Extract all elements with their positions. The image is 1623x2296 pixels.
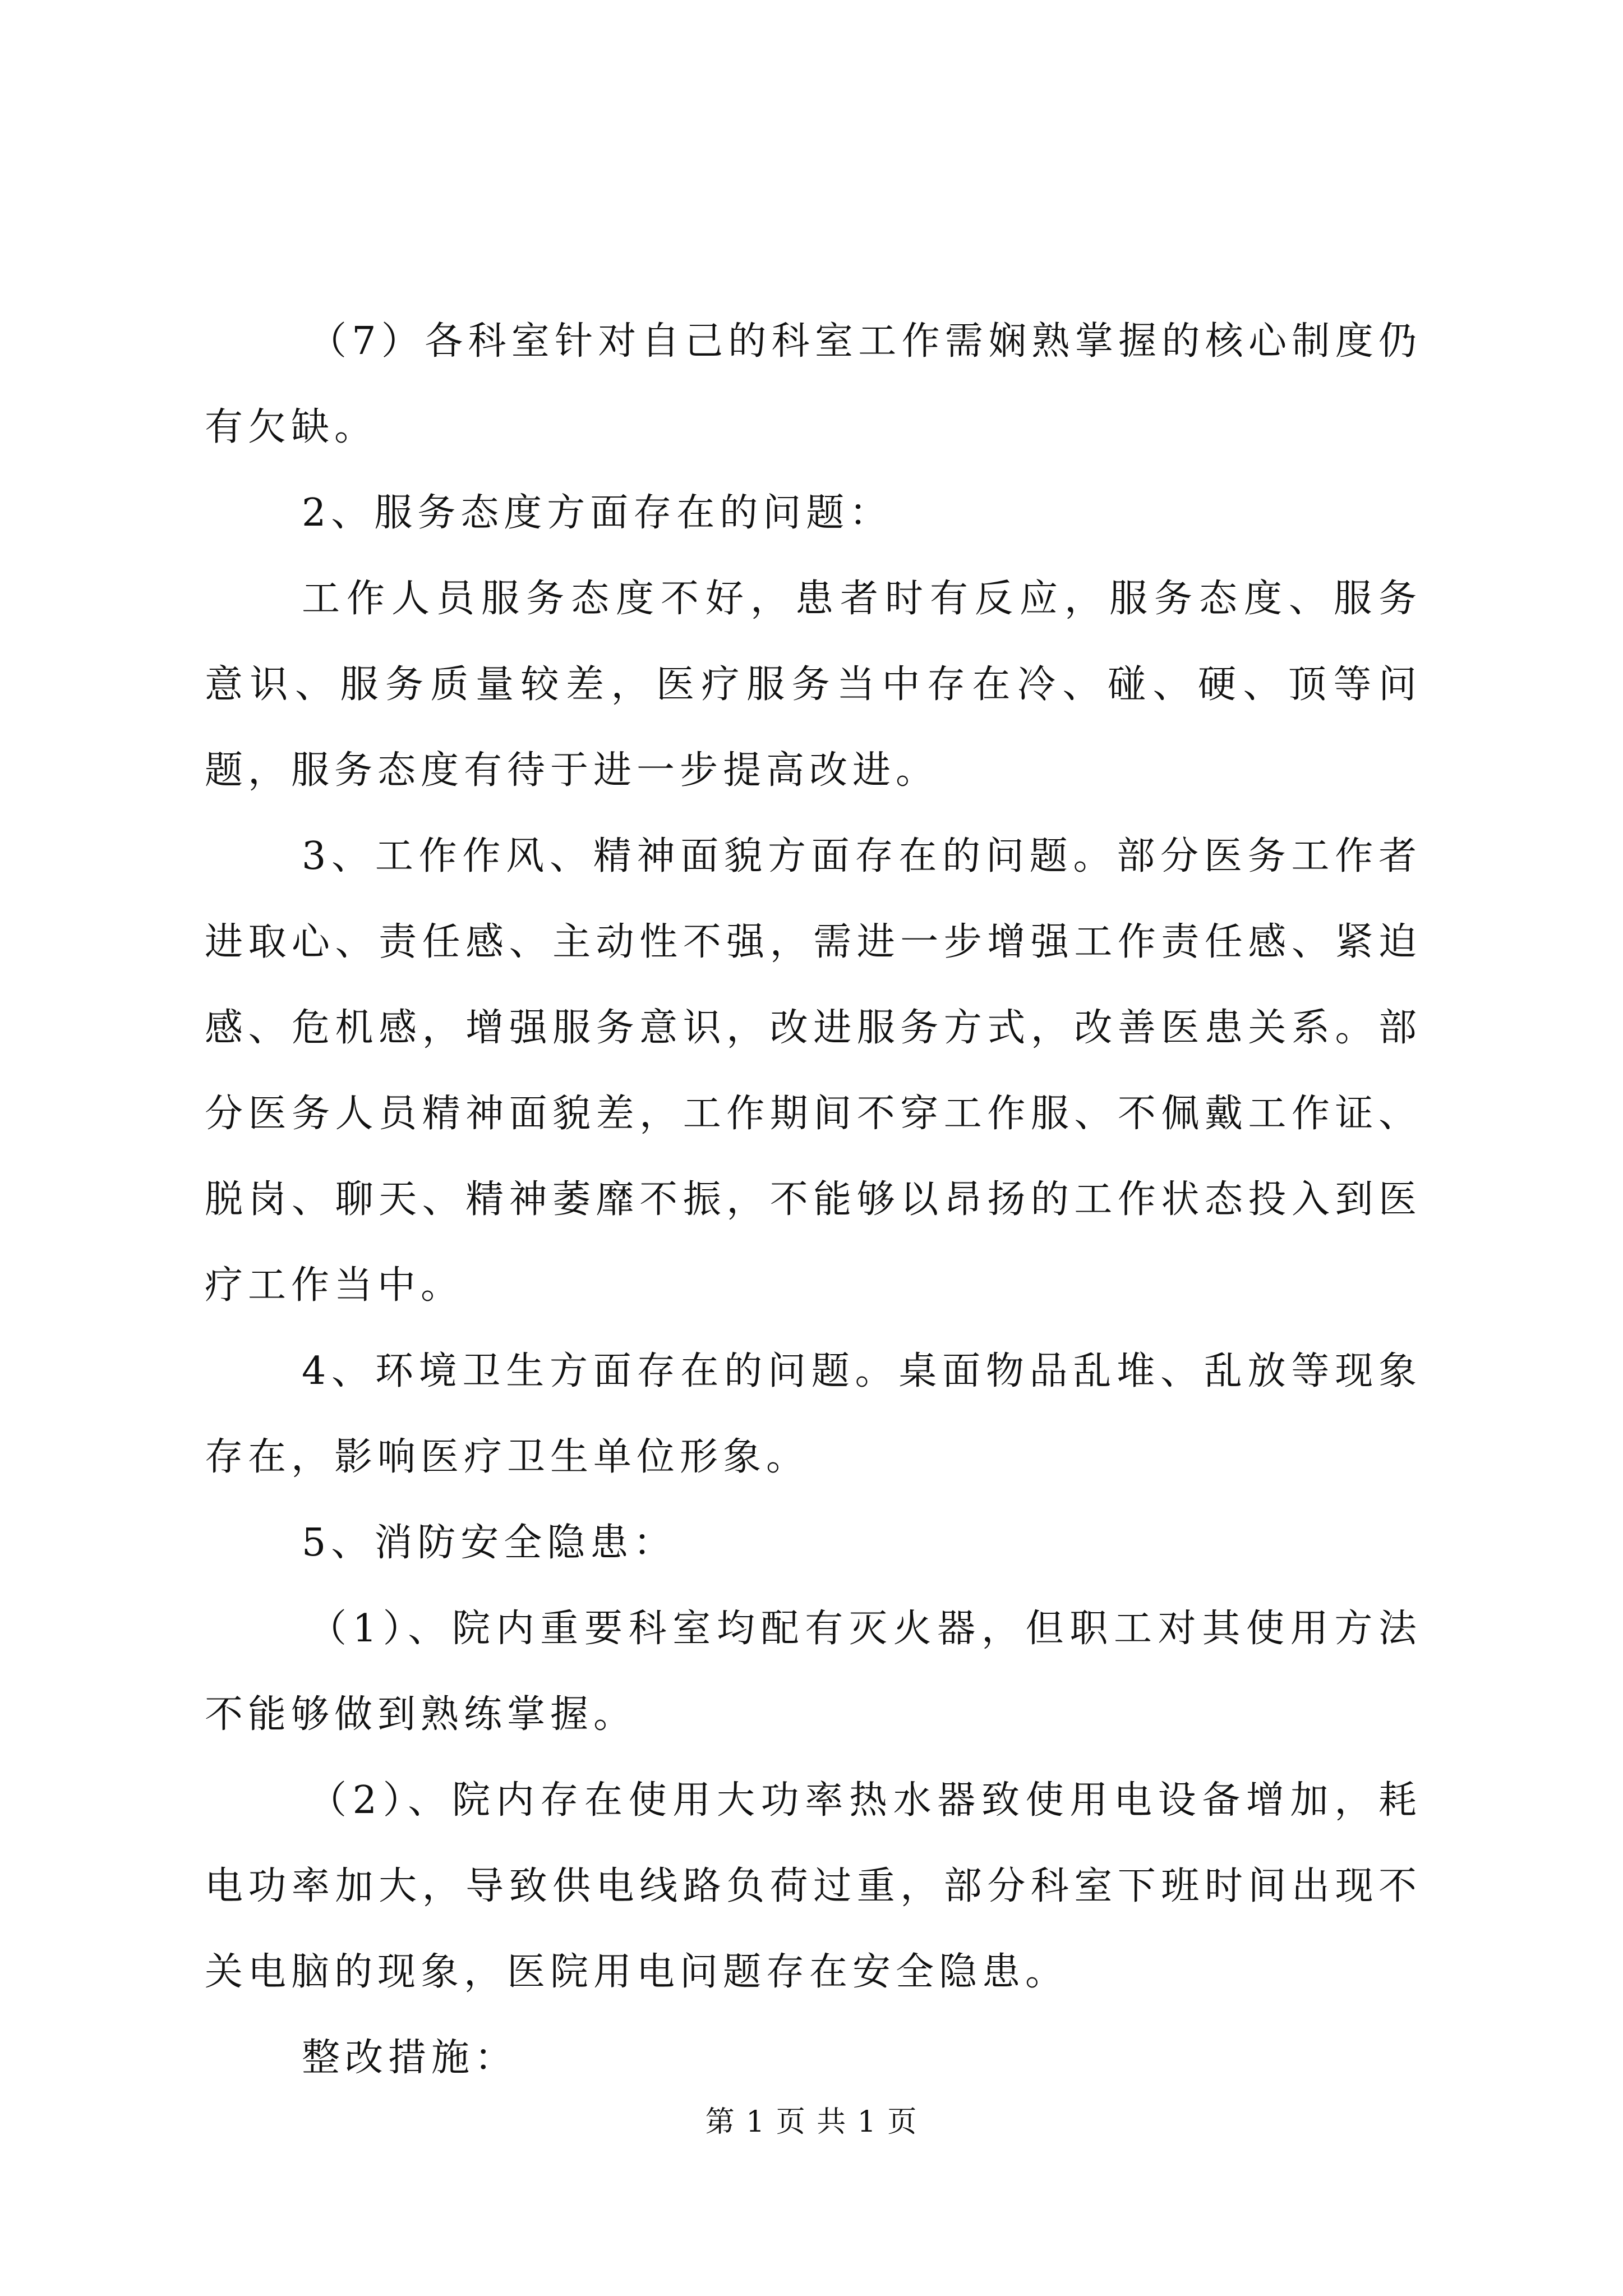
page-footer: 第 1 页 共 1 页 [705, 2105, 918, 2139]
document-body [205, 298, 1422, 2101]
paragraph-environment: 4、环境卫生方面存在的问题。桌面物品乱堆、乱放等现象存在，影响医疗卫生单位形象。 [205, 1349, 1422, 1479]
paragraph-work-style: 3、工作作风、精神面貌方面存在的问题。部分医务工作者进取心、责任感、主动性不强，需进一步增强工作责任感、紧迫感、危机感，增强服务意识，改进服务方式，改善医患关系。部分医务人员精神面貌差，工作期间不穿工作服、不佩戴工作证、脱岗、聊天、精神萎靡不振，不能够以昂扬的工作状态投入到医疗工作当中。 [205, 834, 1422, 1308]
paragraph-service-body: 工作人员服务态度不好，患者时有反应，服务态度、服务意识、服务质量较差，医疗服务当中存在冷、碰、硬、顶等问题，服务态度有待于进一步提高改进。 [205, 577, 1422, 793]
paragraph-fire-item-1: （1）、院内重要科室均配有灭火器，但职工对其使用方法不能够做到熟练掌握。 [205, 1607, 1422, 1737]
paragraph-rectification-heading: 整改措施： [302, 2036, 518, 2080]
paragraph-item-7: （7）各科室针对自己的科室工作需娴熟掌握的核心制度仍有欠缺。 [205, 319, 1422, 449]
paragraph-fire-safety-heading: 5、消防安全隐患： [302, 1521, 677, 1565]
paragraph-fire-item-2: （2）、院内存在使用大功率热水器致使用电设备增加，耗电功率加大，导致供电线路负荷过重，部分科室下班时间出现不关电脑的现象，医院用电问题存在安全隐患。 [205, 1778, 1422, 1994]
paragraph-service-heading: 2、服务态度方面存在的问题： [302, 491, 893, 535]
